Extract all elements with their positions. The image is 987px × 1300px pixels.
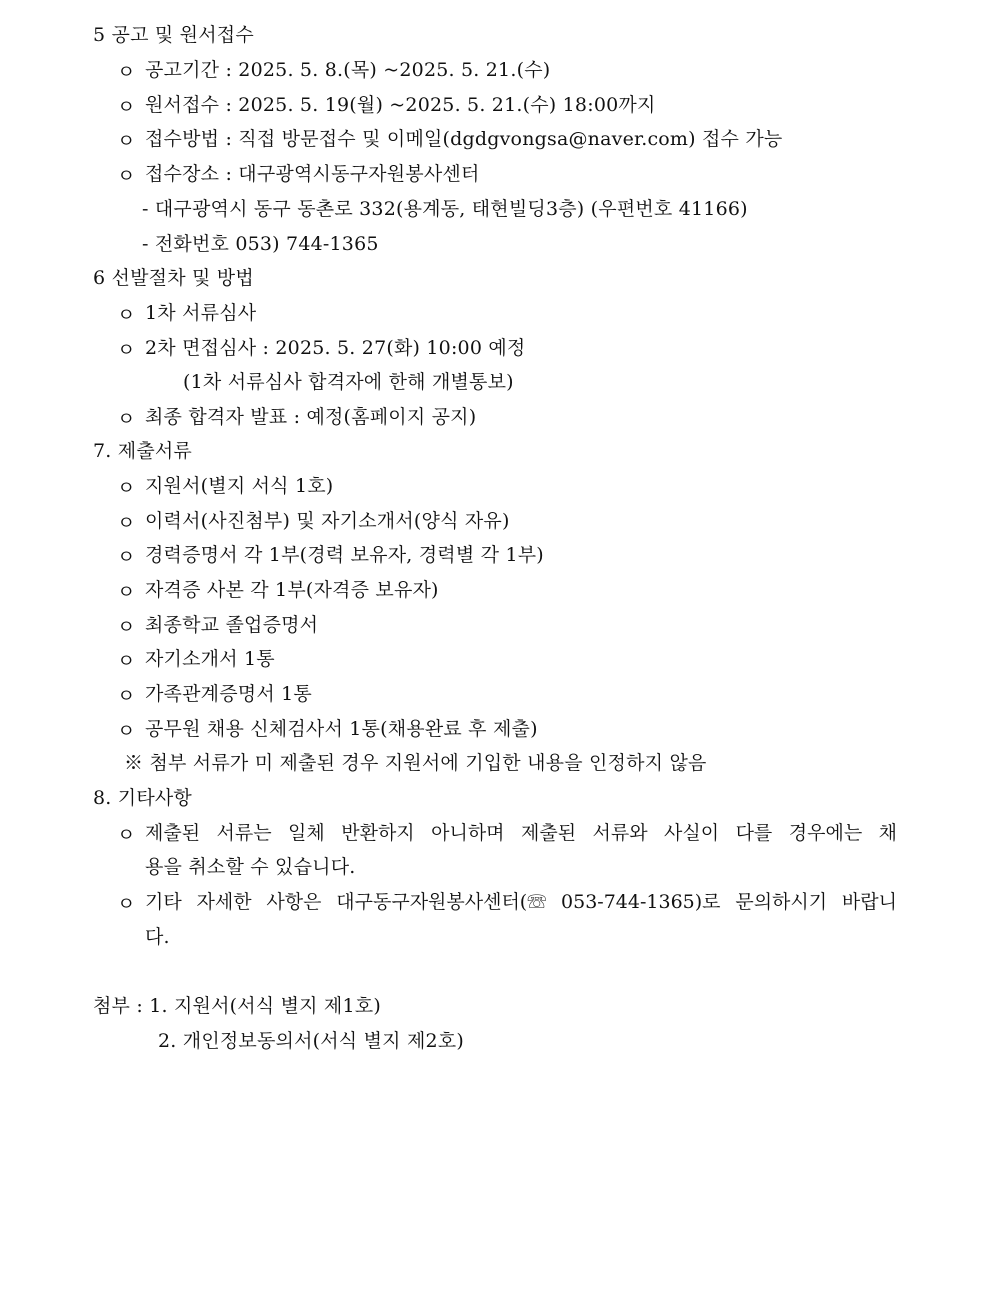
bullet: ㅇ bbox=[117, 130, 136, 152]
bullet: ㅇ bbox=[117, 824, 136, 846]
selection-step-1: 1차 서류심사 bbox=[145, 302, 257, 324]
bullet: ㅇ bbox=[117, 650, 136, 672]
bullet: ㅇ bbox=[117, 96, 136, 118]
document-item: 지원서(별지 서식 1호) bbox=[145, 475, 334, 497]
document-item: 이력서(사진첨부) 및 자기소개서(양식 자유) bbox=[145, 510, 510, 532]
address-detail: - 대구광역시 동구 동촌로 332(용계동, 태현빌딩3층) (우편번호 41166) bbox=[142, 198, 748, 220]
final-announcement: 최종 합격자 발표 : 예정(홈페이지 공지) bbox=[145, 406, 477, 428]
bullet: ㅇ bbox=[117, 165, 136, 187]
attachments-line-2: 2. 개인정보동의서(서식 별지 제2호) bbox=[158, 1030, 464, 1052]
other-item-2-line-2: 다. bbox=[145, 926, 170, 948]
document-item: 최종학교 졸업증명서 bbox=[145, 614, 319, 636]
bullet: ㅇ bbox=[117, 720, 136, 742]
document-item: 가족관계증명서 1통 bbox=[145, 683, 312, 705]
application-place: 접수장소 : 대구광역시동구자원봉사센터 bbox=[145, 163, 480, 185]
section-heading-announce: 5 공고 및 원서접수 bbox=[93, 24, 254, 46]
selection-sub-note: (1차 서류심사 합격자에 한해 개별통보) bbox=[183, 371, 514, 393]
bullet: ㅇ bbox=[117, 304, 136, 326]
document-item: 공무원 채용 신체검사서 1통(채용완료 후 제출) bbox=[145, 718, 538, 740]
document-item: 경력증명서 각 1부(경력 보유자, 경력별 각 1부) bbox=[145, 544, 544, 566]
other-item-1-line-1: 제출된 서류는 일체 반환하지 아니하며 제출된 서류와 사실이 다를 경우에는 채 bbox=[145, 822, 897, 844]
document-item: 자기소개서 1통 bbox=[145, 648, 275, 670]
bullet: ㅇ bbox=[117, 512, 136, 534]
bullet: ㅇ bbox=[117, 893, 136, 915]
application-method: 접수방법 : 직접 방문접수 및 이메일(dgdgvongsa@naver.com) 접수 가능 bbox=[145, 128, 783, 150]
bullet: ㅇ bbox=[117, 616, 136, 638]
section-heading-selection: 6 선발절차 및 방법 bbox=[93, 267, 254, 289]
other-item-2-line-1: 기타 자세한 사항은 대구동구자원봉사센터(☏ 053-744-1365)로 문의하시기 바랍니 bbox=[145, 891, 897, 913]
bullet: ㅇ bbox=[117, 408, 136, 430]
announce-period: 공고기간 : 2025. 5. 8.(목) ~2025. 5. 21.(수) bbox=[145, 59, 551, 81]
bullet: ㅇ bbox=[117, 581, 136, 603]
section-heading-other: 8. 기타사항 bbox=[93, 787, 192, 809]
bullet: ㅇ bbox=[117, 546, 136, 568]
phone-detail: - 전화번호 053) 744-1365 bbox=[142, 233, 379, 255]
bullet: ㅇ bbox=[117, 477, 136, 499]
attachments-line-1: 첨부 : 1. 지원서(서식 별지 제1호) bbox=[93, 995, 381, 1017]
selection-step-2: 2차 면접심사 : 2025. 5. 27(화) 10:00 예정 bbox=[145, 337, 526, 359]
application-period: 원서접수 : 2025. 5. 19(월) ~2025. 5. 21.(수) 18:00까지 bbox=[145, 94, 656, 116]
bullet: ㅇ bbox=[117, 685, 136, 707]
document-item: 자격증 사본 각 1부(자격증 보유자) bbox=[145, 579, 439, 601]
section-heading-documents: 7. 제출서류 bbox=[93, 440, 192, 462]
bullet: ㅇ bbox=[117, 61, 136, 83]
other-item-1-line-2: 용을 취소할 수 있습니다. bbox=[145, 856, 356, 878]
bullet: ㅇ bbox=[117, 339, 136, 361]
documents-notice: ※ 첨부 서류가 미 제출된 경우 지원서에 기입한 내용을 인정하지 않음 bbox=[124, 752, 707, 774]
